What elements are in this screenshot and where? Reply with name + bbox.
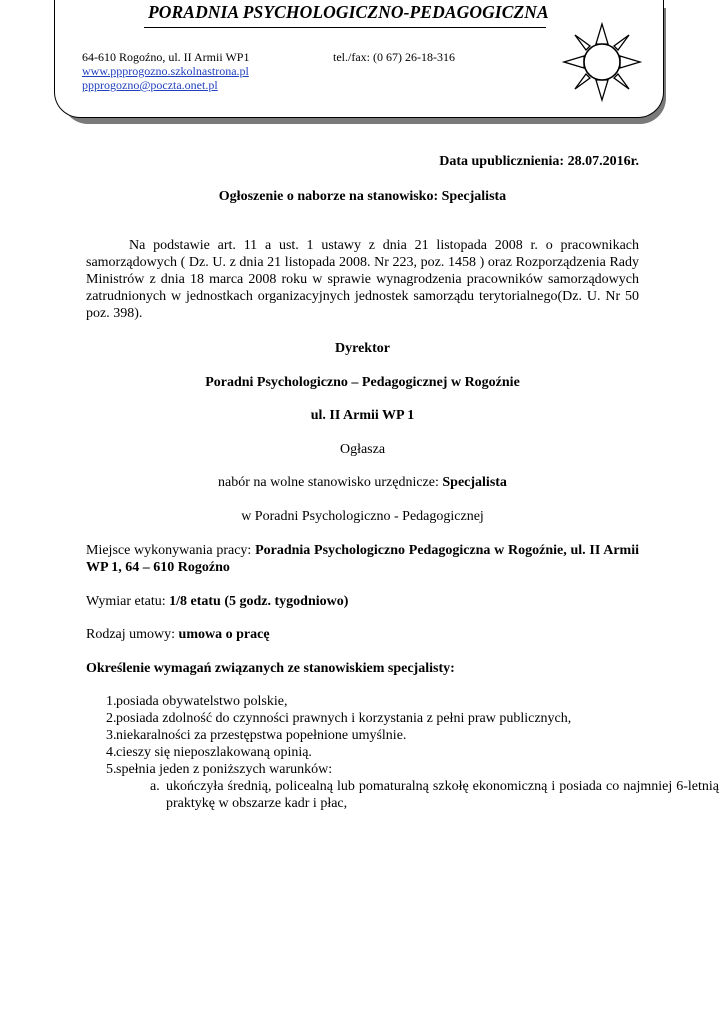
- contract-label: Rodzaj umowy:: [86, 627, 179, 642]
- list-item-number: 3.: [106, 728, 117, 743]
- email-link[interactable]: ppprogozno@poczta.onet.pl: [82, 78, 218, 92]
- recruitment-position: Specjalista: [442, 475, 507, 490]
- contact-block: [82, 50, 249, 92]
- publication-date: Data upublicznienia: 28.07.2016r.: [439, 154, 639, 169]
- hours-value: 1/8 etatu (5 godz. tygodniowo): [169, 594, 349, 609]
- contract-value: umowa o pracę: [178, 627, 270, 642]
- workplace-label: Miejsce wykonywania pracy:: [86, 543, 256, 558]
- list-item-number: 5.: [106, 762, 117, 777]
- list-item: [86, 727, 639, 744]
- phone-text: tel./fax: (0 67) 26-18-316: [333, 50, 455, 64]
- hours-label: Wymiar etatu:: [86, 594, 170, 609]
- org-name: PORADNIA PSYCHOLOGICZNO-PEDAGOGICZNA: [148, 2, 549, 22]
- announcement-title: Ogłoszenie o naborze na stanowisko: Specjalista: [218, 189, 507, 204]
- list-item-text: posiada zdolność do czynności prawnych i korzystania z pełni praw publicznych,: [116, 711, 572, 726]
- sub-item-letter: a.: [150, 779, 160, 794]
- list-item: [86, 710, 639, 727]
- list-item-text: posiada obywatelstwo polskie,: [116, 694, 288, 709]
- workplace-line: [86, 542, 639, 576]
- director-heading: Dyrektor: [335, 341, 390, 356]
- list-item-text: cieszy się nieposzlakowaną opinią.: [116, 745, 312, 760]
- requirements-list: [86, 693, 639, 778]
- institution-line: w Poradni Psychologiczno - Pedagogicznej: [241, 509, 484, 524]
- hours-line: [86, 593, 639, 610]
- sun-logo-icon: [562, 22, 642, 102]
- list-item: [86, 693, 639, 710]
- sub-requirement-item: [86, 778, 719, 812]
- institution-heading: Poradni Psychologiczno – Pedagogicznej w Rogoźnie: [205, 375, 520, 390]
- legal-basis-paragraph: Na podstawie art. 11 a ust. 1 ustawy z dnia 21 listopada 2008 r. o pracownikach samorządowych ( Dz. U. z dnia 21 listopada 2008. Nr 223, poz. 1458 ) oraz Rozporządzenia Rady Ministrów z dnia 18 marca 2008 roku w sprawie wynagrodzenia pracowników samorządowych zatrudnionych w jednostkach organizacyjnych jednostek samorządu terytorialnego(Dz. U. Nr 50 poz. 398).: [86, 238, 639, 321]
- list-item-text: spełnia jeden z poniższych warunków:: [116, 762, 333, 777]
- list-item-text: niekaralności za przestępstwa popełnione umyślnie.: [116, 728, 407, 743]
- address-text: 64-610 Rogoźno, ul. II Armii WP1: [82, 50, 250, 64]
- recruitment-prefix: nabór na wolne stanowisko urzędnicze:: [218, 475, 443, 490]
- sub-item-text: ukończyła średnią, policealną lub pomaturalną szkołę ekonomiczną i posiada co najmniej 6-letnią praktykę w obszarze kadr i płac,: [166, 779, 719, 811]
- requirements-heading: Określenie wymagań związanych ze stanowiskiem specjalisty:: [86, 661, 455, 676]
- workplace-value: Poradnia Psychologiczno Pedagogiczna w Rogoźnie, ul. II Armii WP 1, 64 – 610 Rogoźno: [86, 543, 640, 575]
- list-item-number: 1.: [106, 694, 117, 709]
- website-link[interactable]: www.ppprogozno.szkolnastrona.pl: [82, 64, 249, 78]
- list-item-number: 4.: [106, 745, 117, 760]
- list-item: [86, 761, 639, 778]
- list-item-number: 2.: [106, 711, 117, 726]
- announces-text: Ogłasza: [339, 442, 386, 457]
- contract-line: [86, 626, 639, 643]
- street-heading: ul. II Armii WP 1: [310, 408, 415, 423]
- list-item: [86, 744, 639, 761]
- title-underline: [144, 27, 546, 28]
- recruitment-line: [86, 474, 639, 491]
